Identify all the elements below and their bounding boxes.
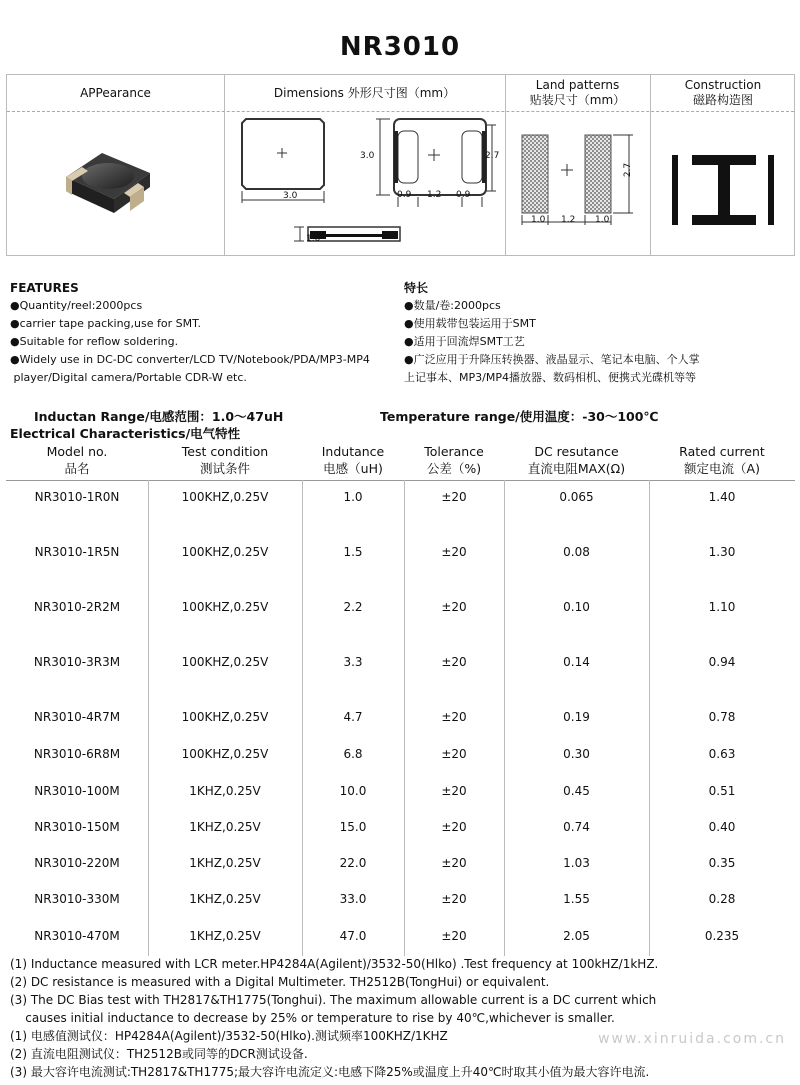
cell-dcr: 0.74 <box>563 820 590 834</box>
land-height: 2.7 <box>623 162 634 178</box>
feature-item: ●Suitable for reflow soldering. <box>10 335 179 348</box>
inductor-photo <box>52 143 162 223</box>
feature-item: player/Digital camera/Portable CDR-W etc. <box>10 371 247 384</box>
notes <box>10 955 795 1081</box>
note-line: (1) Inductance measured with LCR meter.HP4284A(Agilent)/3532-50(Hlko) .Test frequency at 100kHZ/1kHZ. <box>10 957 659 971</box>
features-cn <box>404 279 796 387</box>
cell-inductance: 3.3 <box>343 655 363 669</box>
cell-dcr: 0.30 <box>563 747 590 761</box>
cell-dcr: 0.45 <box>563 784 590 798</box>
dim-side-height: 3.0 <box>360 151 375 161</box>
dim-thickness: 1.0 <box>306 234 321 244</box>
cell-test-condition: 100KHZ,0.25V <box>181 655 269 669</box>
cell-inductance: 47.0 <box>339 929 367 943</box>
cell-tolerance: ±20 <box>441 856 467 870</box>
cell-test-condition: 100KHZ,0.25V <box>181 600 269 614</box>
cell-rated-current: 0.94 <box>708 655 736 669</box>
electrical-heading: Electrical Characteristics/电气特性 <box>10 426 241 441</box>
construction-drawing <box>650 111 796 257</box>
feature-item-cn: ●适用于回流焊SMT工艺 <box>404 335 525 348</box>
col-header-rated-current: Rated current 额定电流（A) <box>679 444 765 476</box>
cell-test-condition: 1KHZ,0.25V <box>189 929 261 943</box>
cell-test-condition: 100KHZ,0.25V <box>181 490 269 504</box>
dimensions-header: Dimensions 外形尺寸图（mm） <box>273 85 456 100</box>
cell-tolerance: ±20 <box>441 820 467 834</box>
feature-item: ●Quantity/reel:2000pcs <box>10 299 143 312</box>
feature-item-cn: ●数量/卷:2000pcs <box>404 299 501 312</box>
cell-model: NR3010-150M <box>34 820 120 834</box>
cell-model: NR3010-6R8M <box>33 747 121 761</box>
cell-model: NR3010-4R7M <box>33 710 121 724</box>
features-heading: FEATURES <box>10 281 79 295</box>
land-patterns-header: Land patterns 贴装尺寸（mm） <box>529 78 626 107</box>
cell-tolerance: ±20 <box>441 710 467 724</box>
cell-rated-current: 1.10 <box>708 600 736 614</box>
cell-tolerance: ±20 <box>441 545 467 559</box>
cell-tolerance: ±20 <box>441 600 467 614</box>
cell-tolerance: ±20 <box>441 929 467 943</box>
appearance-header: APPearance <box>80 85 151 100</box>
dim-w3: 0.9 <box>456 190 471 200</box>
cell-inductance: 4.7 <box>343 710 363 724</box>
cell-dcr: 0.065 <box>559 490 594 504</box>
col-header-dcr: DC resutance 直流电阻MAX(Ω) <box>527 444 626 476</box>
note-line: (1) 电感值测试仪：HP4284A(Agilent)/3532-50(Hlko).测试频率100KHZ/1KHZ <box>10 1029 448 1043</box>
temperature-range: Temperature range/使用温度：-30～100℃ <box>380 409 659 424</box>
dim-side-right: 2.7 <box>485 151 500 161</box>
cell-inductance: 22.0 <box>339 856 367 870</box>
dimension-drawing <box>224 111 505 257</box>
feature-item: ●carrier tape packing,use for SMT. <box>10 317 202 330</box>
features-heading-cn: 特长 <box>404 281 429 295</box>
cell-test-condition: 100KHZ,0.25V <box>181 710 269 724</box>
cell-dcr: 0.14 <box>563 655 590 669</box>
cell-model: NR3010-1R0N <box>34 490 120 504</box>
col-header-model: Model no. 品名 <box>46 444 108 476</box>
cell-model: NR3010-220M <box>34 856 120 870</box>
cell-rated-current: 0.40 <box>708 820 736 834</box>
spec-header-table <box>6 74 795 256</box>
cell-rated-current: 0.235 <box>704 929 740 943</box>
dim-w2: 1.2 <box>427 190 442 200</box>
cell-inductance: 1.5 <box>343 545 363 559</box>
inductance-range: Inductan Range/电感范围：1.0～47uH <box>34 409 284 424</box>
feature-item-cn: 上记事本、MP3/MP4播放器、数码相机、便携式光碟机等等 <box>404 371 696 384</box>
cell-inductance: 33.0 <box>339 892 367 906</box>
cell-inductance: 6.8 <box>343 747 363 761</box>
cell-tolerance: ±20 <box>441 892 467 906</box>
cell-rated-current: 0.35 <box>708 856 736 870</box>
col-header-inductance: Indutance 电感（uH) <box>321 444 385 476</box>
cell-dcr: 0.10 <box>563 600 590 614</box>
feature-item-cn: ●广泛应用于升降压转换器、液晶显示、笔记本电脑、个人掌 <box>404 353 700 366</box>
cell-test-condition: 1KHZ,0.25V <box>189 820 261 834</box>
page-title: NR3010 <box>339 32 461 62</box>
dim-w1: 0.9 <box>397 190 412 200</box>
dim-top-width: 3.0 <box>283 191 298 201</box>
cell-test-condition: 1KHZ,0.25V <box>189 784 261 798</box>
construction-header: Construction 磁路构造图 <box>684 78 762 107</box>
cell-tolerance: ±20 <box>441 655 467 669</box>
land-gap: 1.2 <box>561 215 576 225</box>
note-line: causes initial inductance to decrease by 25% or temperature to rise by 40℃,whichever is smaller. <box>10 1011 615 1025</box>
feature-item: ●Widely use in DC-DC converter/LCD TV/Notebook/PDA/MP3-MP4 <box>10 353 370 366</box>
col-header-tolerance: Tolerance 公差（%) <box>424 444 484 476</box>
land-pattern-drawing <box>505 111 650 257</box>
cell-model: NR3010-330M <box>34 892 120 906</box>
cell-inductance: 1.0 <box>343 490 363 504</box>
cell-dcr: 0.08 <box>563 545 590 559</box>
cell-rated-current: 0.63 <box>708 747 736 761</box>
cell-dcr: 1.03 <box>563 856 590 870</box>
cell-dcr: 1.55 <box>563 892 590 906</box>
cell-test-condition: 100KHZ,0.25V <box>181 747 269 761</box>
cell-test-condition: 1KHZ,0.25V <box>189 856 261 870</box>
feature-item-cn: ●使用载带包装运用于SMT <box>404 317 536 330</box>
land-width-c: 1.0 <box>595 215 610 225</box>
features-en <box>10 279 395 387</box>
cell-tolerance: ±20 <box>441 784 467 798</box>
cell-inductance: 10.0 <box>339 784 367 798</box>
cell-model: NR3010-2R2M <box>33 600 121 614</box>
table-header-rule <box>6 480 795 481</box>
col-header-test-condition: Test condition 测试条件 <box>181 444 269 476</box>
note-line: (3) 最大容许电流测试:TH2817&TH1775;最大容许电流定义:电感下降25%或温度上升40℃时取其小值为最大容许电流. <box>10 1065 650 1079</box>
cell-inductance: 2.2 <box>343 600 363 614</box>
cell-tolerance: ±20 <box>441 490 467 504</box>
note-line: (2) 直流电阻测试仪：TH2512B或同等的DCR测试设备. <box>10 1047 308 1061</box>
cell-model: NR3010-470M <box>34 929 120 943</box>
watermark: www.xinruida.com.cn <box>598 1031 786 1047</box>
note-line: (2) DC resistance is measured with a Digital Multimeter. TH2512B(TongHui) or equivalent. <box>10 975 550 989</box>
cell-dcr: 0.19 <box>563 710 590 724</box>
cell-test-condition: 100KHZ,0.25V <box>181 545 269 559</box>
cell-rated-current: 0.78 <box>708 710 736 724</box>
cell-tolerance: ±20 <box>441 747 467 761</box>
cell-rated-current: 1.40 <box>708 490 736 504</box>
cell-rated-current: 0.51 <box>708 784 736 798</box>
cell-model: NR3010-3R3M <box>33 655 121 669</box>
land-width-a: 1.0 <box>531 215 546 225</box>
cell-rated-current: 0.28 <box>708 892 736 906</box>
cell-model: NR3010-1R5N <box>34 545 120 559</box>
cell-inductance: 15.0 <box>339 820 367 834</box>
cell-dcr: 2.05 <box>563 929 590 943</box>
cell-model: NR3010-100M <box>34 784 120 798</box>
note-line: (3) The DC Bias test with TH2817&TH1775(Tonghui). The maximum allowable current is a DC current which <box>10 993 657 1007</box>
cell-test-condition: 1KHZ,0.25V <box>189 892 261 906</box>
cell-rated-current: 1.30 <box>708 545 736 559</box>
